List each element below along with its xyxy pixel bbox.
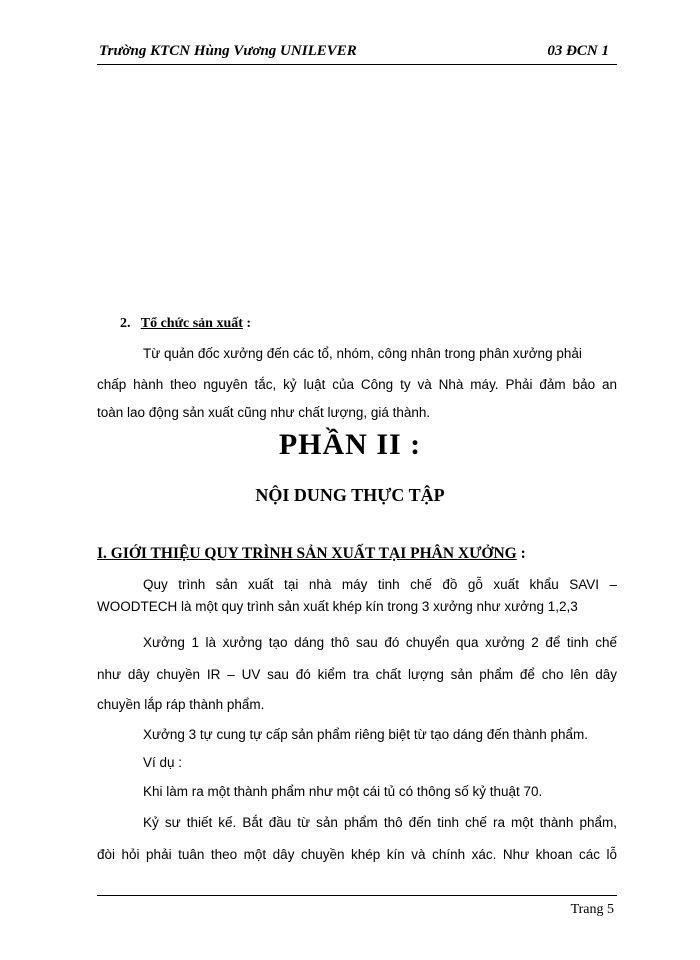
paragraph-line: toàn lao động sản xuất cũng như chất lượng, giá thành. bbox=[97, 405, 431, 420]
section-2-heading bbox=[120, 316, 251, 332]
part-subtitle: NỘI DUNG THỰC TẬP bbox=[255, 485, 445, 505]
footer-rule bbox=[97, 895, 617, 896]
section-1-colon: : bbox=[516, 545, 526, 562]
header-school: Trường KTCN Hùng Vương UNILEVER bbox=[99, 43, 357, 59]
page-header bbox=[97, 40, 617, 65]
paragraph-line: Ví dụ : bbox=[143, 755, 183, 770]
paragraph-line: Kỷ sư thiết kế. Bắt đầu từ sản phẩm thô đến tinh chế ra một thành phẩm, bbox=[143, 815, 617, 830]
section-2-number: 2. bbox=[120, 316, 131, 331]
paragraph-line: đòi hỏi phải tuân theo một dây chuyền khép kín và chính xác. Như khoan các lỗ bbox=[97, 847, 617, 862]
paragraph-line: Quy trình sản xuất tại nhà máy tinh chế đồ gỗ xuất khẩu SAVI – bbox=[143, 577, 617, 592]
paragraph-line: Khi làm ra một thành phẩm như một cái tủ có thông số kỷ thuật 70. bbox=[143, 784, 543, 799]
page-number: Trang 5 bbox=[570, 902, 614, 917]
paragraph-line: Từ quản đốc xưởng đến các tổ, nhóm, công nhân trong phân xưởng phải bbox=[143, 346, 582, 361]
paragraph-line: Xưởng 3 tự cung tự cấp sản phẩm riêng biệt từ tạo dáng đến thành phẩm. bbox=[143, 727, 589, 742]
part-title: PHẦN II : bbox=[278, 428, 422, 461]
section-2-title: Tổ chức sản xuất bbox=[140, 316, 243, 331]
header-class: 03 ĐCN 1 bbox=[547, 43, 609, 59]
section-1-title: I. GIỚI THIỆU QUY TRÌNH SẢN XUẤT TẠI PHÂN XƯỞNG bbox=[97, 545, 517, 562]
section-2-colon: : bbox=[242, 316, 252, 331]
section-1-heading bbox=[97, 545, 526, 563]
paragraph-line: chuyền lắp ráp thành phẩm. bbox=[97, 697, 265, 712]
paragraph-line: WOODTECH là một quy trình sản xuất khép kín trong 3 xưởng như xưởng 1,2,3 bbox=[97, 599, 578, 614]
paragraph-line: như dây chuyền IR – UV sau đó kiểm tra chất lượng sản phẩm để cho lên dây bbox=[97, 667, 617, 682]
paragraph-line: Xưởng 1 là xưởng tạo dáng thô sau đó chuyển qua xưởng 2 để tinh chế bbox=[143, 635, 617, 650]
paragraph-line: chấp hành theo nguyên tắc, kỷ luật của Công ty và Nhà máy. Phải đảm bảo an bbox=[97, 377, 617, 392]
